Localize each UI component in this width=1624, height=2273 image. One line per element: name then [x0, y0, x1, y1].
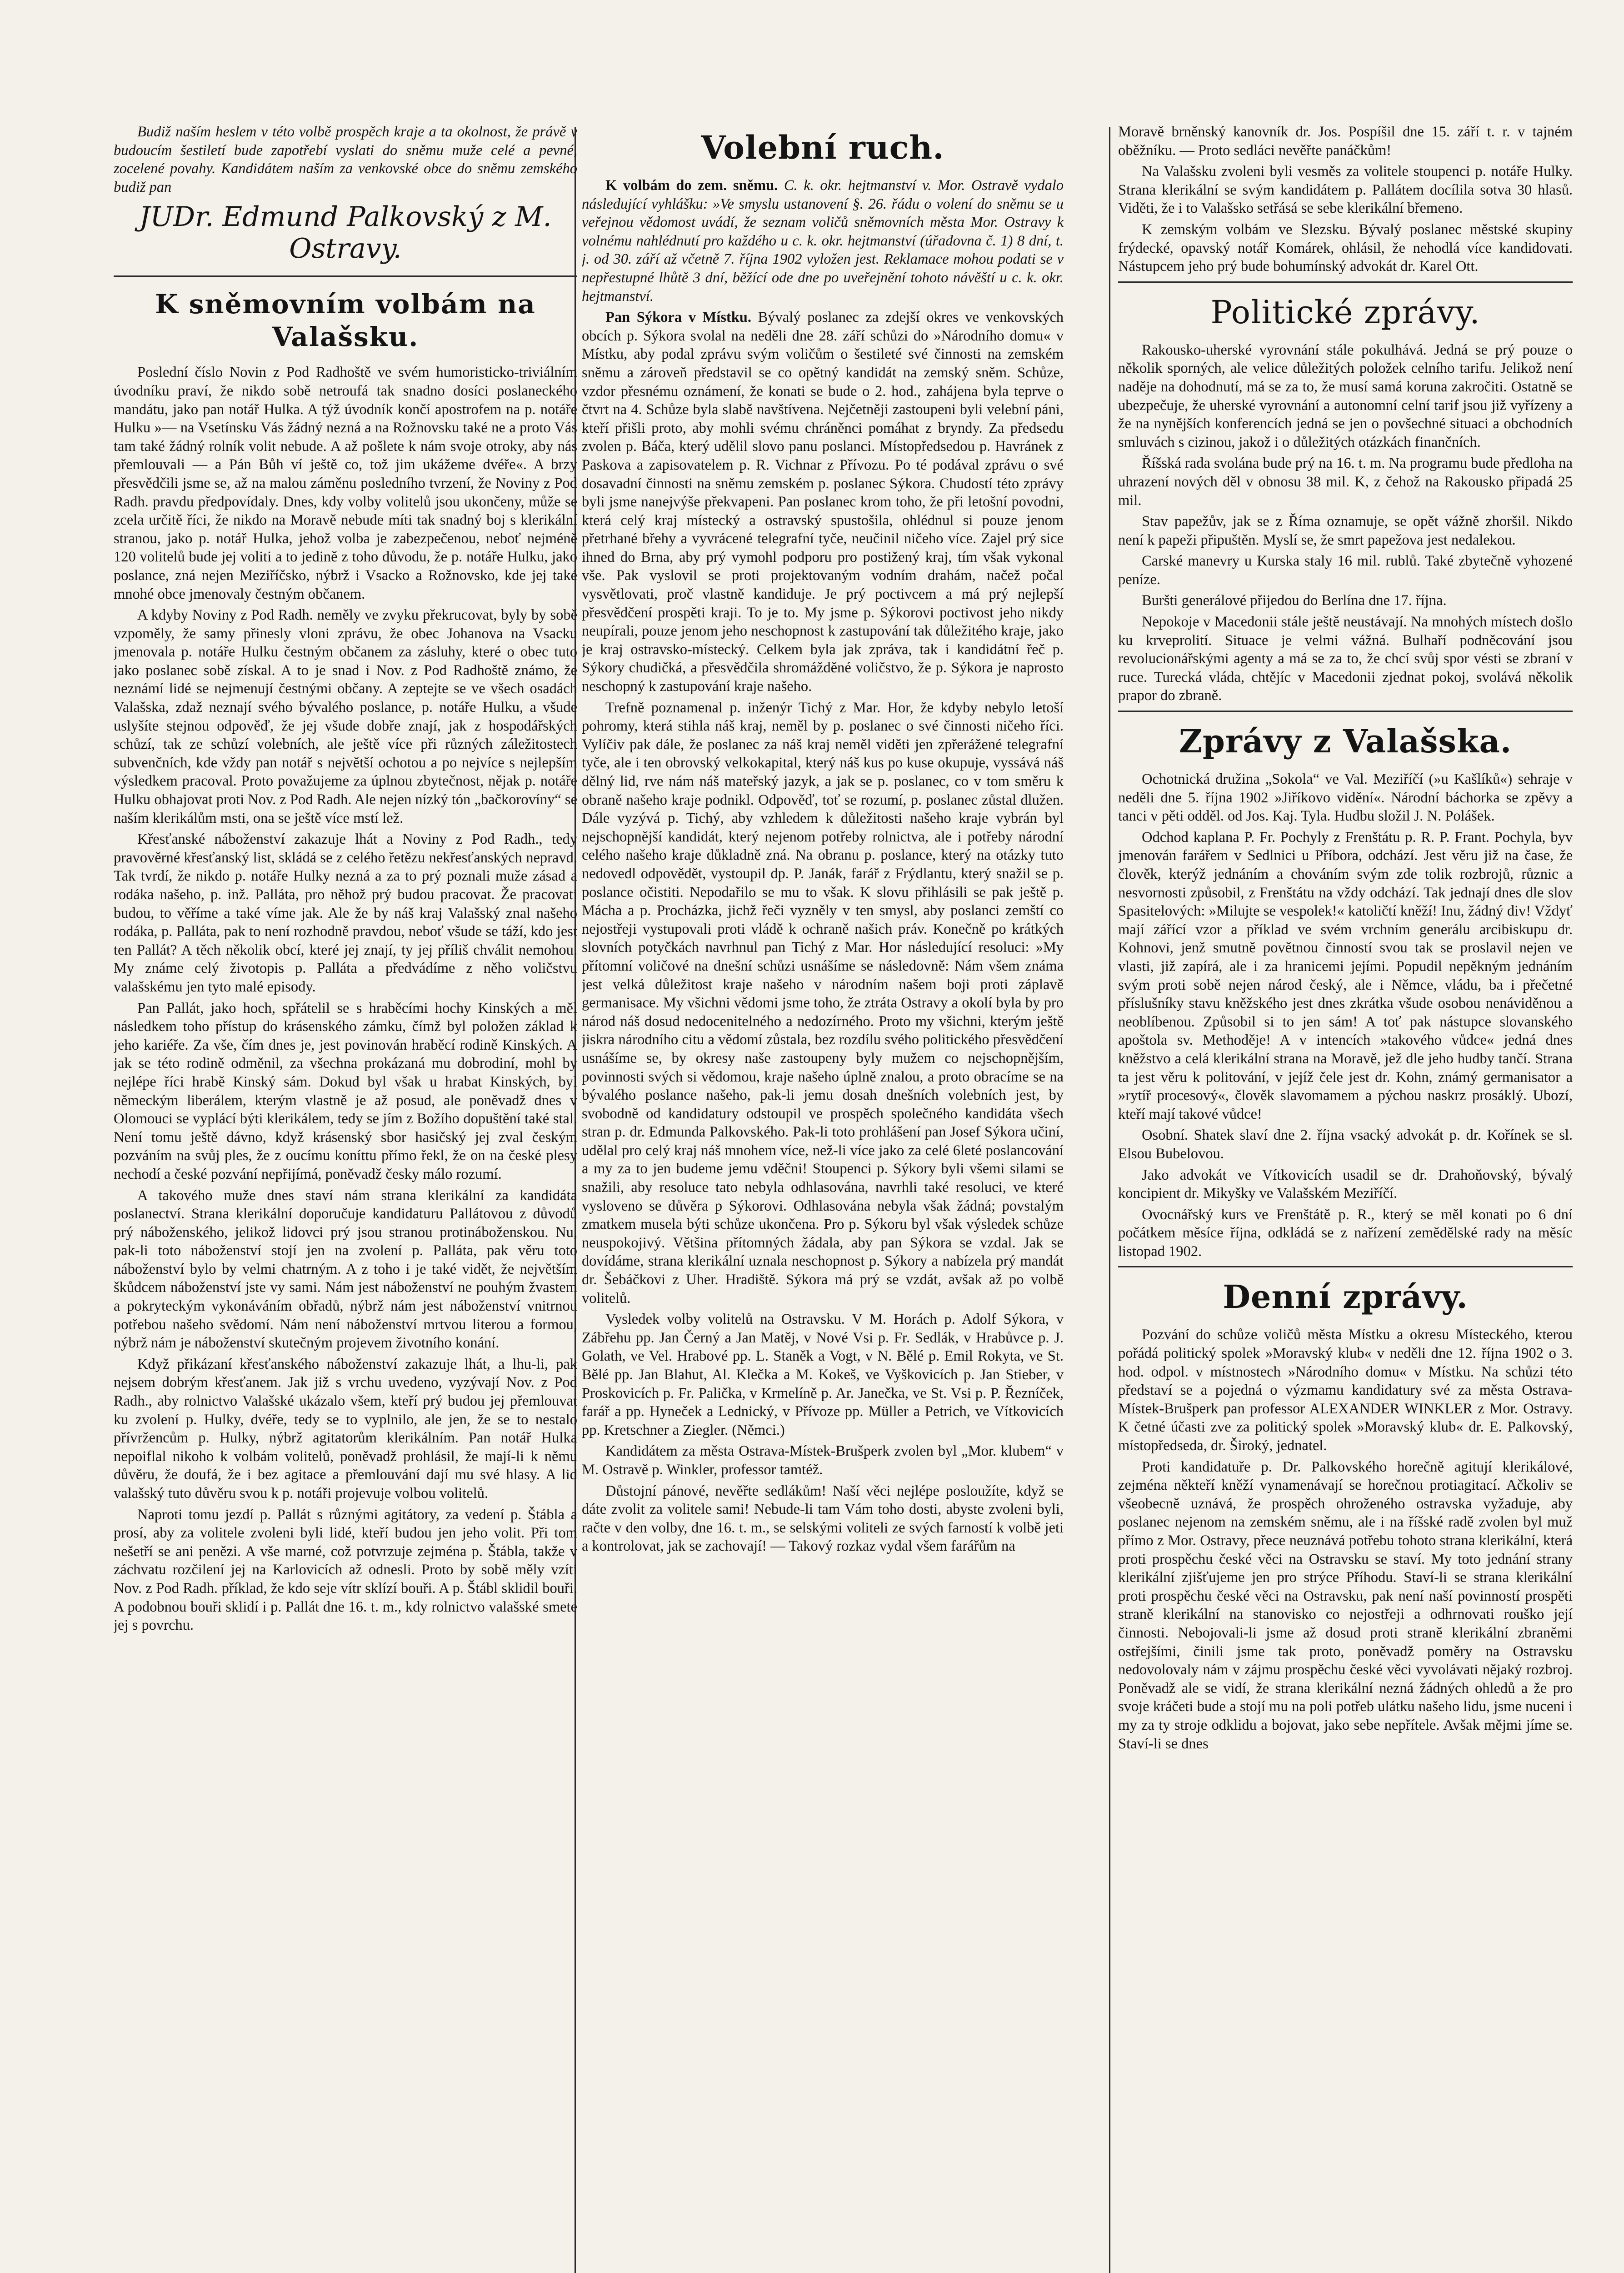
paragraph-lead: K volbám do zem. sněmu. — [605, 177, 778, 194]
article-paragraph: Kandidátem za města Ostrava-Místek-Brušperk zvolen byl „Mor. klubem“ v M. Ostravě p. Winkler, professor tamtéž. — [582, 1443, 1064, 1478]
news-item: Ovocnářský kurs ve Frenštátě p. R., který se měl konati po 6 dní počátkem měsíce října, odkládá se z nařízení zemědělské rady na měsíc listopad 1902. — [1118, 1206, 1573, 1260]
news-item: Carské manevry u Kurska staly 16 mil. rublů. Také zbytečně vyhozené peníze. — [1118, 553, 1573, 588]
article-paragraph: Když přikázaní křesťanského náboženství zakazuje lhát, a lhu-li, pak nejsem dobrým křesťanem. Jak již s vrchu uvedeno, vyzývají Nov. z Pod Radh., aby rolnictvo Valašské ukázalo všem, kteří prý budou jej přemlouvat ku zvolení p. Hulky, dvéře, tedy se to vyplnilo, ale jen, že se to nestalo přívržencům p. Hulky, nýbrž agitatorům klerikálním. Pan notář Hulka nepoiflal nikoho k volbám volitelů, poněvadž prohlásil, že mají-li k němu důvěru, že doufá, že i bez agitace a přemlouvání dají mu své hlasy. A lid valašský tuto důvěru svou k p. notáři projevuje volbou volitelů. — [114, 1356, 577, 1502]
news-item: Osobní. Shatek slaví dne 2. října vsacký advokát p. dr. Kořínek se sl. Elsou Bubelovou. — [1118, 1127, 1573, 1162]
news-item: Proti kandidatuře p. Dr. Palkovského horečně agitují klerikálové, zejména někteří kněží vynamenávají se horečnou protiagitací. Ačkoliv se všeobecně uznává, že prospěch ohroženého ostravska vyžaduje, aby poslanec nejenom na zemském sněmu, ale i na říšské radě zvolen byl muž přímo z Mor. Ostravy, přece neuznává potřebu tohoto strana klerikální, která proti prospěchu české věci na Ostravsku se staví. My toto jednání strany klerikální zjišťujeme jen pro strýce Příhodu. Staví-li se strana klerikální proti prospěchu české věci na Ostravsku, pak není naší povinností prospěti straně klerikální na stanovisko co nejostřeji a odhrnovati rouško její činnosti. Nebojovali-li jsme až dosud proti straně klerikální zbraněmi ostřejšími, činili jsme tak proto, poněvadž poměry na Ostravsku nedovolovaly nám v zájmu prospěchu české věci vyvolávati nějaký rozbroj. Poněvadž ale se vidí, že strana klerikální nezná žádných ohledů a že pro svoje kráčeti bude a stojí mu na poli potřeb ulátku našeho lidu, jsme nuceni i my za ty stroje odklidu a bojovat, jako sebe nepřítele. Avšak mějmi jíme se. Staví-li se dnes — [1118, 1458, 1573, 1752]
news-item: Rakousko-uherské vyrovnání stále pokulhává. Jedná se prý pouze o několik sporných, ale velice důležitých položek celního tarifu. Jelikož není naděje na dohodnutí, má se za to, že musí samá koruna zakročiti. Ostatně se ubezpečuje, že uherské vyrovnání a autonomní celní tarif jsou již vyřízeny a že na nynějších konferencích jedná se jen o povšechné situaci a obchodních smluvách s cizinou, jakož i o důležitých otázkách finančních. — [1118, 341, 1573, 451]
article-paragraph: Naproti tomu jezdí p. Pallát s různými agitátory, za vedení p. Štábla a prosí, aby za volitele zvoleni byli lidé, kteří budou jen jeho volit. Při tom nešetří se ani penězi. A vše marné, což potvrzuje zejména p. Štábla, takže v záchvatu rozčilení jej na Karlovicích až odnesli. Proto by sobě měly vzíti Nov. z Pod Radh. příklad, že kdo seje vítr sklízí bouři. A p. Štábl sklidil bouři. A podobnou bouři sklidí i p. Pallát dne 16. t. m., kdy rolnictvo valašské smete jej s povrchu. — [114, 1506, 577, 1634]
section-divider — [1118, 711, 1573, 712]
paragraph-lead: Pan Sýkora v Místku. — [605, 309, 751, 326]
article-paragraph: Pan Pallát, jako hoch, spřátelil se s hraběcími hochy Kinských a měl následkem toho přístup do krásenského zámku, čímž byl položen základ k jeho kariéře. Za vše, čím dnes je, jest povinován hraběcí rodině Kinských. A jak se této rodině odměnil, za všechna prokázaná mu dobrodiní, mohl by nejlépe říci hrabě Kinský sám. Dokud byl však u hrabat Kinských, byl německým liberálem, kterým vlastně je až posud, ale poněvadž dnes v Olomouci se vyplácí býti klerikálem, tedy se jím z Božího dopuštění také stal. Není tomu ještě dávno, když krásenský sbor hasičský jej zval českým pozváním na svůj ples, že z oucímu koníttu přímo řekl, že on na české plesy nechodí a české pozvání nepřijímá, poněvadž česky málo rozumí. — [114, 1000, 577, 1182]
article-paragraph: Křesťanské náboženství zakazuje lhát a Noviny z Pod Radh., tedy pravověrné křesťanský list, skládá se z celého řetězu nekřesťanských nepravd. Tak tvrdí, že nikdo p. notáře Hulky nezná a za to prý poznali muže zásad a rodáka našeho, p. inž. Palláta, pro něhož prý budou pracovat. Že pracovati budou, to věříme a také víme jak. Ale že by náš kraj Valašský znal našeho rodáka, p. Palláta, pak to není rozhodně pravdou, neboť všude se táží, kdo jest ten Pallát? A těch několik obcí, které jej znají, ty jej příliš chválit nemohou. My známe celý životopis p. Palláta a předvádíme z něho voličstvu valašskému jen tyto malé episody. — [114, 831, 577, 995]
paragraph-text: C. k. okr. hejtmanství v. Mor. Ostravě vydalo následující vyhlášku: »Ve smyslu ustanovení §. 26. řádu o volení do sněmu se u veřejnou vědomost uvádí, že seznam voličů sněmovních města Mor. Ostravy k volnému nahlédnutí pro každého u c. k. okr. hejtmanství (úřadovna č. 1) 8 dní, t. j. od 30. září až včetně 7. října 1902 vyložen jest. Reklamace mohou podati se v nepřestupné lhůtě 3 dní, běžící ode dne po uveřejnění tohoto návěští u c. k. okr. hejtmanství. — [582, 177, 1064, 305]
section-heading: Denní zprávy. — [1223, 1278, 1468, 1316]
column-left — [114, 123, 577, 2273]
news-item: Pozvání do schůze voličů města Místku a okresu Místeckého, kterou pořádá politický spolek »Moravský klub« v neděli dne 12. října 1902 o 3. hod. odpol. v místnostech »Národního domu« v Místku. Na schůzi této představí se a pojedná o výzmamu kandidatury své za města Ostrava-Místek-Brušperk pan professor ALEXANDER WINKLER z Mor. Ostravy. K četné účasti zve za politický spolek »Moravský klub« dr. E. Palkovský, místopředseda, dr. Široký, jednatel. — [1118, 1327, 1573, 1454]
column-right — [1118, 123, 1573, 2273]
column-divider — [1109, 127, 1110, 2273]
section-divider — [1118, 281, 1573, 283]
column-middle — [582, 123, 1064, 2273]
section-heading: Politické zprávy. — [1210, 293, 1480, 331]
article-paragraph: Na Valašsku zvoleni byli vesměs za volitele stoupenci p. notáře Hulky. Strana klerikální se svým kandidátem p. Pallátem docílila sotva 30 hlasů. Viděti, že i to Valašsko setřásá se sebe klerikální břemeno. — [1118, 163, 1573, 217]
article-heading: K sněmovním volbám na Valašsku. — [155, 289, 536, 353]
article-paragraph — [582, 176, 1064, 305]
article-intro: Budiž naším heslem v této volbě prospěch kraje a ta okolnost, že právě v budoucím šestiletí bude zapotřebí vyslati do sněmu muže celé a pevné, zocelené povahy. Kandidátem naším za venkovské obce do sněmu zemského budiž pan — [114, 124, 577, 195]
news-item: Říšská rada svolána bude prý na 16. t. m. Na programu bude předloha na uhrazení nových děl v obnosu 38 mil. K, z čehož na Rakousko připadá 25 mil. — [1118, 455, 1573, 509]
news-item: Jako advokát ve Vítkovicích usadil se dr. Drahoňovský, bývalý koncipient dr. Mikyšky ve Valašském Meziříčí. — [1118, 1167, 1573, 1202]
news-item: Buršti generálové přijedou do Berlína dne 17. října. — [1142, 592, 1447, 609]
article-paragraph: Poslední číslo Novin z Pod Radhoště ve svém humoristicko-triviálním úvodníku praví, že nikdo sobě netroufá tak snadno dosíci poslaneckého mandátu, jako pan notář Hulka. A týž úvodník končí apostrofem na p. notáře Hulku »— na Vsetínsku Vás žádný nezná a na Rožnovsku také ne a proto Vás tam také žádný rolník volit nebude. A až pošlete k nám svoje otroky, aby nás přemlouvali — a Pán Bůh ví ještě co, tož jim ukážeme dvéře«. A brzy přesvědčili jsme se, až na malou záměnu posledního tvrzení, že Noviny z Pod Radh. pravdu předpovídaly. Dnes, kdy volby volitelů jsou ukončeny, může se zcela určitě říci, že nikdo na Moravě nebude míti tak snadný boj s klerikální stranou, jako p. notář Hulka, jehož volba je zabezpečenou, neboť nejméně 120 volitelů bude jej voliti a to jedině z toho důvodu, že p. notáře Hulku, jako poslance, zná nejen Meziříčsko, nýbrž i Vsacko a Rožnovsko, kde jej také mnohé obce jmenovaly čestným občanem. — [114, 364, 577, 602]
article-paragraph: Moravě brněnský kanovník dr. Jos. Pospíšil dne 15. září t. r. v tajném oběžníku. — Proto sedláci nevěřte panáčkům! — [1118, 124, 1573, 159]
section-heading: Volební ruch. — [701, 129, 944, 166]
section-divider — [114, 275, 577, 277]
article-paragraph: A takového muže dnes staví nám strana klerikální za kandidáta poslanectví. Strana klerikální doporučuje kandidaturu Pallátovou z důvodů prý náboženského, jelikož lidovci prý jsou stranou protináboženskou. Nu, pak-li toto náboženství stojí jen na zvolení p. Palláta, pak věru toto náboženství bylo by velmi chatrným. A z toho i je také vidět, že největším škůdcem náboženství jste vy sami. Nám jest náboženství ne pouhým žvastem a pokryteckým vykonáváním obřadů, nýbrž nám jest náboženství vnitrnou potřebou našeho svědomí. Nám není náboženství mrtvou literou a formou, nýbrž nám je náboženství skutečným projevem životního konání. — [114, 1187, 577, 1352]
article-paragraph — [582, 308, 1064, 696]
candidate-signature: JUDr. Edmund Palkovský z M. Ostravy. — [139, 201, 552, 265]
article-paragraph: Vysledek volby volitelů na Ostravsku. V M. Horách p. Adolf Sýkora, v Zábřehu pp. Jan Černý a Jan Matěj, v Nové Vsi p. Fr. Sedlák, v Hrabůvce p. J. Golath, ve Vel. Hrabové pp. L. Staněk a Vogt, v N. Bělé p. Emil Rokyta, ve St. Bělé pp. Jan Blahut, Al. Klečka a M. Kokeš, ve Vyškovicích p. Jan Stieber, v Proskovicích p. Fr. Palička, v Krmelíně p. Ar. Janečka, ve St. Vsi p. P. Řezníček, farář a pp. Hyneček a Lednický, v Přívoze pp. Müller a Petrich, ve Vítkovicích pp. Kretschner a Ziegler. (Němci.) — [582, 1311, 1064, 1438]
news-item: Ochotnická družina „Sokola“ ve Val. Meziříčí (»u Kašlíků«) sehraje v neděli dne 5. října 1902 »Jiříkovo vidění«. Národní báchorka se zpěvy a tanci v pěti odděl. od Jos. Kaj. Tyla. Hudbu složil J. N. Polášek. — [1118, 771, 1573, 825]
news-item: Nepokoje v Macedonii stále ještě neustávají. Na mnohých místech došlo ku krveprolití. Situace je velmi vážná. Bulhaří podněcování jsou revolucionářskými agenty a má se za to, že chcí svůj spor vésti se zbraní v ruce. Turecká vláda, chtějíc v Macedonii zjednat pokoj, svolává několik prapor do zbraně. — [1118, 614, 1573, 704]
section-heading: Zprávy z Valašska. — [1179, 722, 1512, 761]
news-item: Stav papežův, jak se z Říma oznamuje, se opět vážně zhoršil. Nikdo není k papeži připuštěn. Myslí se, že smrt papežova jest nedalekou. — [1118, 513, 1573, 548]
article-paragraph: A kdyby Noviny z Pod Radh. neměly ve zvyku překrucovat, byly by sobě vzpoměly, že samy přinesly vloni zprávu, že obec Johanova na Vsacku jmenovala p. notáře Hulku čestným občanem za zásluhy, které o obec tuto jako poslanec sobě získal. A to je snad i Nov. z Pod Radhoště známo, že neznámí lidé se nejmenují čestnými občany. A zeptejte se ve všech osadách Valašska, zdaž neznají svého bývalého poslance, p. notáře Hulku, a všude uslyšíte stejnou odpověď, že jej všude dobře znají, jak z hospodářských schůzí, tak ze schůzí volebních, ale ještě více při různých záležitostech subvenčních, kde vždy pan notář s největší ochotou a po nejvíce s nejlepším výsledkem pracoval. Proto považujeme za úplnou zbytečnost, nějak p. notáře Hulku obhajovat proti Nov. z Pod Radh. Ale nejen nízký tón „bačkorovíny“ se naším klerikálům msti, ona se ještě více mstí lež. — [114, 607, 577, 826]
article-paragraph: Trefně poznamenal p. inženýr Tichý z Mar. Hor, že kdyby nebylo letoší pohromy, která stihla náš kraj, neměl by p. poslanec o své činnosti ničeho říci. Vylíčiv pak dále, že poslanec za náš kraj neměl viděti jen zpřerážené telegrafní tyče, ale i ten obrovský velkokapital, který náš kus po kuse okupuje, vyssává náš dělný lid, rve nám náš mateřský jazyk, a jak se p. poslanec, co v tom směru k obraně našeho kraje podnikl. Odpověď, toť se rozumí, p. poslanec zůstal dlužen. Dále vyzývá p. Tichý, aby vzhledem k důležitosti našeho kraje vybrán byl nejschopnější kandidát, který nejenom potřeby rolnictva, ale i potřeby národní celého našeho kraje důkladně zná. Na obranu p. poslance, který na otázky tuto nedovedl odpovědět, vystoupil dp. P. Janák, farář z Frýdlantu, který snažil se p. poslance očistiti. Nepodařilo se mu to však. K slovu přihlásili se pak ještě p. Mácha a p. Procházka, jichž řeči vyzněly v ten smysl, aby poslanci zemští co nejostřeji vystupovali proti vládě k ochraně našich práv. Konečně po krátkých slovních potyčkách navrhnul pan Tichý z Mar. Hor následující resoluci: »My přítomní voličové na dnešní schůzi usnášíme se následovně: Nám všem známa jest velká důležitost kraje našeho v národním našem boji proti záplavě germanisace. My všichni vědomi jsme toho, že ztráta Ostravy a okolí byla by pro národ náš dosud nedocenitelného a nedozírného. Proto my všichni, kterým ještě jiskra národního citu a vědomí zůstala, bez rozdílu svého politického přesvědčení usnášíme se, by okresy naše zastoupeny byly mužem co nejschopnějším, povinnosti svých si vědomou, kraje našeho úplně znalou, a proto obracíme se na bývalého poslance našeho, pak-li jemu dosah dnešních volebních jest, by svobodně od kandidatury odstoupil ve prospěch společného kandidáta všech stran p. dr. Edmunda Palkovského. Pak-li toto prohlášení pan Josef Sýkora učiní, udělal pro celý kraj náš mnohem více, než-li více jako za celé 6leté poslancování a my za to jen budeme jemu vděčni! Stoupenci p. Sýkory byli všemi silami se snažili, aby resoluce tato nebyla odhlasována, navrhli také resoluci, ve které vysloveno se důvěra p Sýkorovi. Odhlasována nebyla však žádná; povstalým zmatkem musela býti schůze ukončena. Pro p. Sýkoru byl však výsledek schůze neuspokojivý. Většina přítomných žádala, aby pan Sýkora se vzdal. Jak se dovídáme, strana klerikální uznala neschopnost p. Sýkory a nabízela prý mandát dr. Šebáčkovi z Uher. Hradiště. Sýkora má prý se vzdát, avšak až po volbě volitelů. — [582, 699, 1064, 1307]
paragraph-text: Bývalý poslanec za zdejší okres ve venkovských obcích p. Sýkora svolal na neděli dne 28. září schůzi do »Národního domu« v Místku, aby podal zprávu svým voličům o šestileté své činnosti na zemském sněmu a zároveň představil se co opětný kandidát na zemský sněm. Schůze, vzdor přesnému oznámení, že konati se bude o 2. hod., zahájena byla teprve o čtvrt na 4. Schůze byla slabě navštívena. Nejčetněji zastoupeni byli velební páni, kteří přišli proto, aby mohli svému chráněnci pomáhat z bryndy. Za předsedu zvolen p. Báča, který udělil slovo panu poslanci. Místopředsedou p. Havránek z Paskova a zapisovatelem p. R. Vichnar z Přívozu. Po té podával zprávu o své dosavadní činnosti na sněmu zemském p. poslanec Sýkora. Chudostí této zprávy byli jsme nanejvýše překvapeni. Pan poslanec krom toho, že při letošní povodni, která celý kraj místecký a ostravský spustošila, ohlédnul si pouze jenom přetrhané břehy a vyvrácené telegrafní tyče, neučinil ničeho více. Zajel prý sice ihned do Brna, aby prý vymohl podporu pro postižený kraj, tím však vykonal vše. Pak vyslovil se proti projektovaným vodním drahám, načež počal vysvětlovati, proč vlastně kandiduje. Je prý poctivcem a má prý nejlepší přesvědčení prospěti kraji. To je to. My jsme p. Sýkorovi poctivost jeho nikdy neupírali, pouze jenom jeho neschopnost k zastupování tak důležitého kraje, jako je kraj ostravsko-místecký. Celkem byla jak zpráva, tak i kandidátní řeč p. Sýkory chudičká, a přesvědčila shromážděné voličstvo, že p. Sýkora je naprosto neschopný k zastupování kraje našeho. — [582, 309, 1064, 695]
news-item: Odchod kaplana P. Fr. Pochyly z Frenštátu p. R. P. Frant. Pochyla, byv jmenován farářem v Sedlnici u Příbora, odchází. Jest věru již na čase, že člověk, kterýž jednáním a chováním svým zde tolik rozbrojů, různic a nesvornosti způsobil, z Frenštátu na vždy odchází. Tak jednají dnes dle slov Spasitelových: »Milujte se vespolek!« katoličtí kněží! Inu, žádný div! Vždyť mají zářící vzor a příklad ve svém vrchním generálu arcibiskupu dr. Kohnovi, jenž smutně povětnou činností svou tak se proslavil nejen ve vlasti, již zapírá, ale i za hranicemi jejími. Popudil nepěkným jednáním svým proti sobě nejen národ český, ale i Němce, vládu, ba i přečetné příslušníky stavu kněžského jest dnes zkrátka všude osobou nenáviděnou a neoblíbenou. Způsobil si to jen sám! A toť pak nástupce slovanského apoštola sv. Methoděje! A v intencích »takového vůdce« jedná dnes kněžstvo a celá klerikální strana na Moravě, jež dle jeho hudby tančí. Strana ta jest věru k politování, v jejíž čele jest dr. Kohn, známý germanisator a »rytíř procesový«, člověk slavomamem a pýchou naskrz prosáklý. Ubozí, kteří mají takové vůdce! — [1118, 829, 1573, 1122]
section-divider — [1118, 1266, 1573, 1267]
article-paragraph: Důstojní pánové, nevěřte sedlákům! Naší věci nejlépe posloužíte, když se dáte zvolit za volitele sami! Nebude-li tam Vám toho dosti, abyste zvoleni byli, račte v den volby, dne 16. t. m., se selskými voliteli ze svých farností k volbě jeti a kontrolovat, jak se zachovají! — Takový rozkaz vydal všem farářům na — [582, 1482, 1064, 1555]
article-paragraph: K zemským volbám ve Slezsku. Bývalý poslanec městské skupiny frýdecké, opavský notář Komárek, ohlásil, že nehodlá více kandidovati. Nástupcem jeho prý bude bohumínský advokát dr. Karel Ott. — [1118, 221, 1573, 275]
